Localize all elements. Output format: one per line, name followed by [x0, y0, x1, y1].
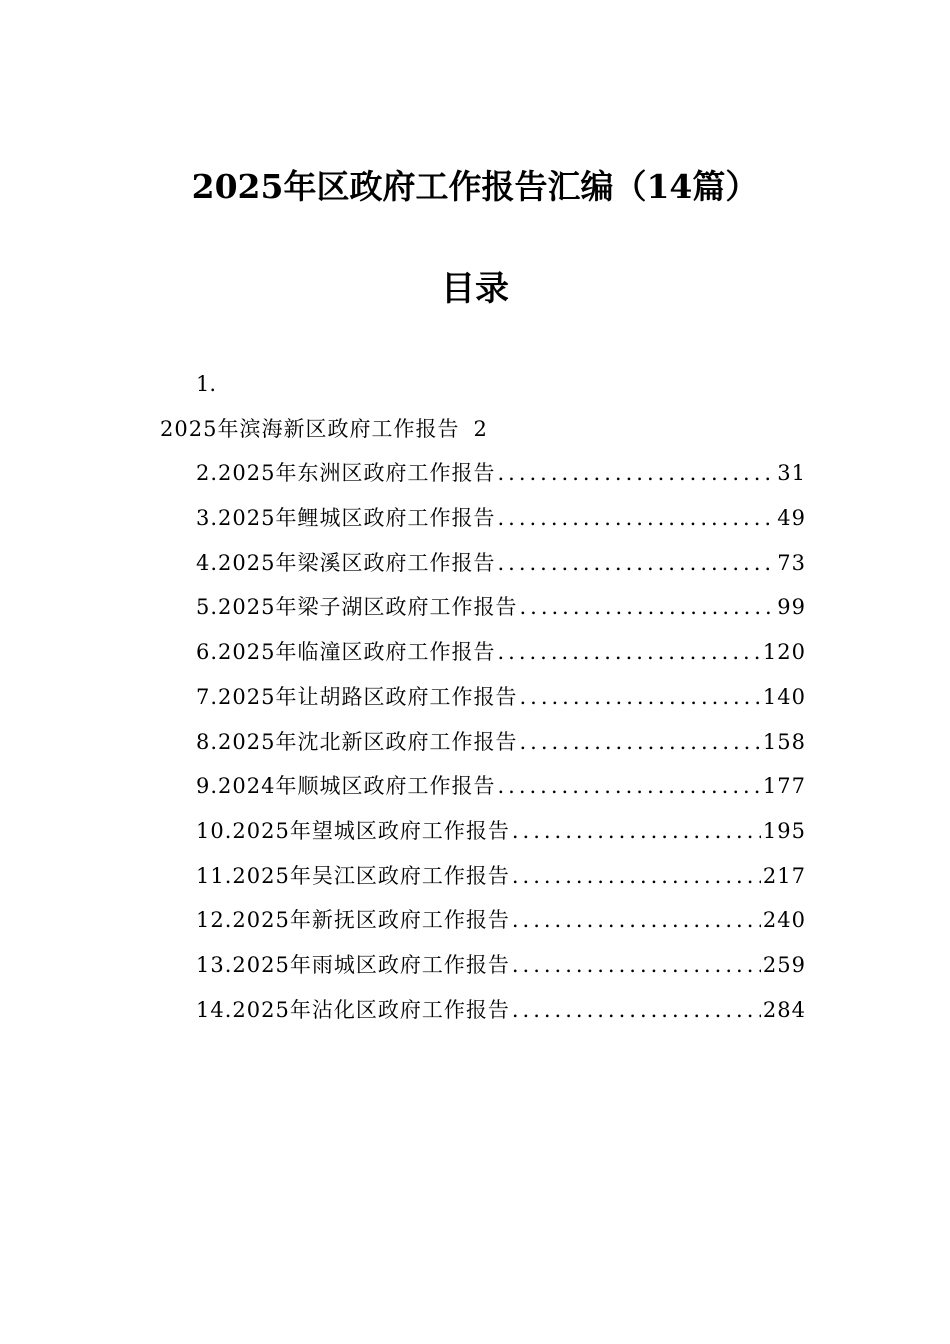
toc-entry-title: 3.2025年鲤城区政府工作报告: [196, 506, 496, 530]
toc-entry-title: 5.2025年梁子湖区政府工作报告: [196, 595, 518, 619]
toc-entry-page: 73: [777, 551, 806, 575]
toc-leader-dots: [519, 585, 775, 629]
toc-entry-page: 177: [762, 774, 806, 798]
toc-entry-page: 158: [762, 730, 806, 754]
toc-entry-page: 240: [762, 908, 806, 932]
toc-entry-3[interactable]: [196, 496, 806, 540]
toc-leader-dots: [497, 630, 760, 674]
toc-entry-title: 2.2025年东洲区政府工作报告: [196, 461, 496, 485]
toc-entry-9[interactable]: [196, 764, 806, 808]
toc-entry-13[interactable]: [196, 943, 806, 987]
toc-entry-10[interactable]: [196, 809, 806, 853]
toc-entry-page: 195: [762, 819, 806, 843]
toc-leader-dots: [497, 764, 760, 808]
toc-entry-6[interactable]: [196, 630, 806, 674]
toc-entry-page: 284: [762, 998, 806, 1022]
toc-entry-page: 140: [762, 685, 806, 709]
toc-entry-page: 31: [777, 461, 806, 485]
toc-entry-title: 6.2025年临潼区政府工作报告: [196, 640, 496, 664]
toc-entry-5[interactable]: [196, 585, 806, 629]
toc-leader-dots: [497, 451, 775, 495]
toc-entry-page: 99: [777, 595, 806, 619]
toc-entry-8[interactable]: [196, 720, 806, 764]
toc-heading: 目录: [441, 269, 509, 309]
toc-entry-title: 9.2024年顺城区政府工作报告: [196, 774, 496, 798]
toc-leader-dots: [497, 496, 775, 540]
toc-leader-dots: [519, 675, 760, 719]
toc-entry-11[interactable]: [196, 854, 806, 898]
toc-entry-page: 2: [473, 417, 488, 441]
toc-entry-page: 120: [762, 640, 806, 664]
toc-entry-7[interactable]: [196, 675, 806, 719]
toc-leader-dots: [512, 809, 761, 853]
toc-entry-title: 4.2025年梁溪区政府工作报告: [196, 551, 496, 575]
toc-entry-page: 49: [777, 506, 806, 530]
toc-entry-2[interactable]: [196, 451, 806, 495]
toc-entry-12[interactable]: [196, 898, 806, 942]
toc-leader-dots: [512, 854, 761, 898]
toc-entry-title: 12.2025年新抚区政府工作报告: [196, 908, 510, 932]
toc-entry-title: 14.2025年沾化区政府工作报告: [196, 998, 510, 1022]
toc-entry-14[interactable]: [196, 988, 806, 1032]
toc-entry-1-number: 1.: [196, 372, 217, 396]
toc-leader-dots: [512, 988, 761, 1032]
toc-leader-dots: [512, 898, 761, 942]
toc-entry-title: 7.2025年让胡路区政府工作报告: [196, 685, 518, 709]
toc-entry-4[interactable]: [196, 541, 806, 585]
toc-entry-title: 10.2025年望城区政府工作报告: [196, 819, 510, 843]
toc-entry-title: 11.2025年吴江区政府工作报告: [196, 864, 510, 888]
toc-entry-title: 13.2025年雨城区政府工作报告: [196, 953, 510, 977]
toc-entry-title: 2025年滨海新区政府工作报告: [160, 417, 460, 441]
toc-entry-title: 8.2025年沈北新区政府工作报告: [196, 730, 518, 754]
toc-leader-dots: [519, 720, 760, 764]
toc-entry-page: 217: [762, 864, 806, 888]
document-title: 2025年区政府工作报告汇编（14篇）: [191, 167, 759, 206]
toc-leader-dots: [497, 541, 775, 585]
toc-leader-dots: [512, 943, 761, 987]
toc-entry-page: 259: [762, 953, 806, 977]
toc-entry-1[interactable]: [160, 407, 488, 451]
